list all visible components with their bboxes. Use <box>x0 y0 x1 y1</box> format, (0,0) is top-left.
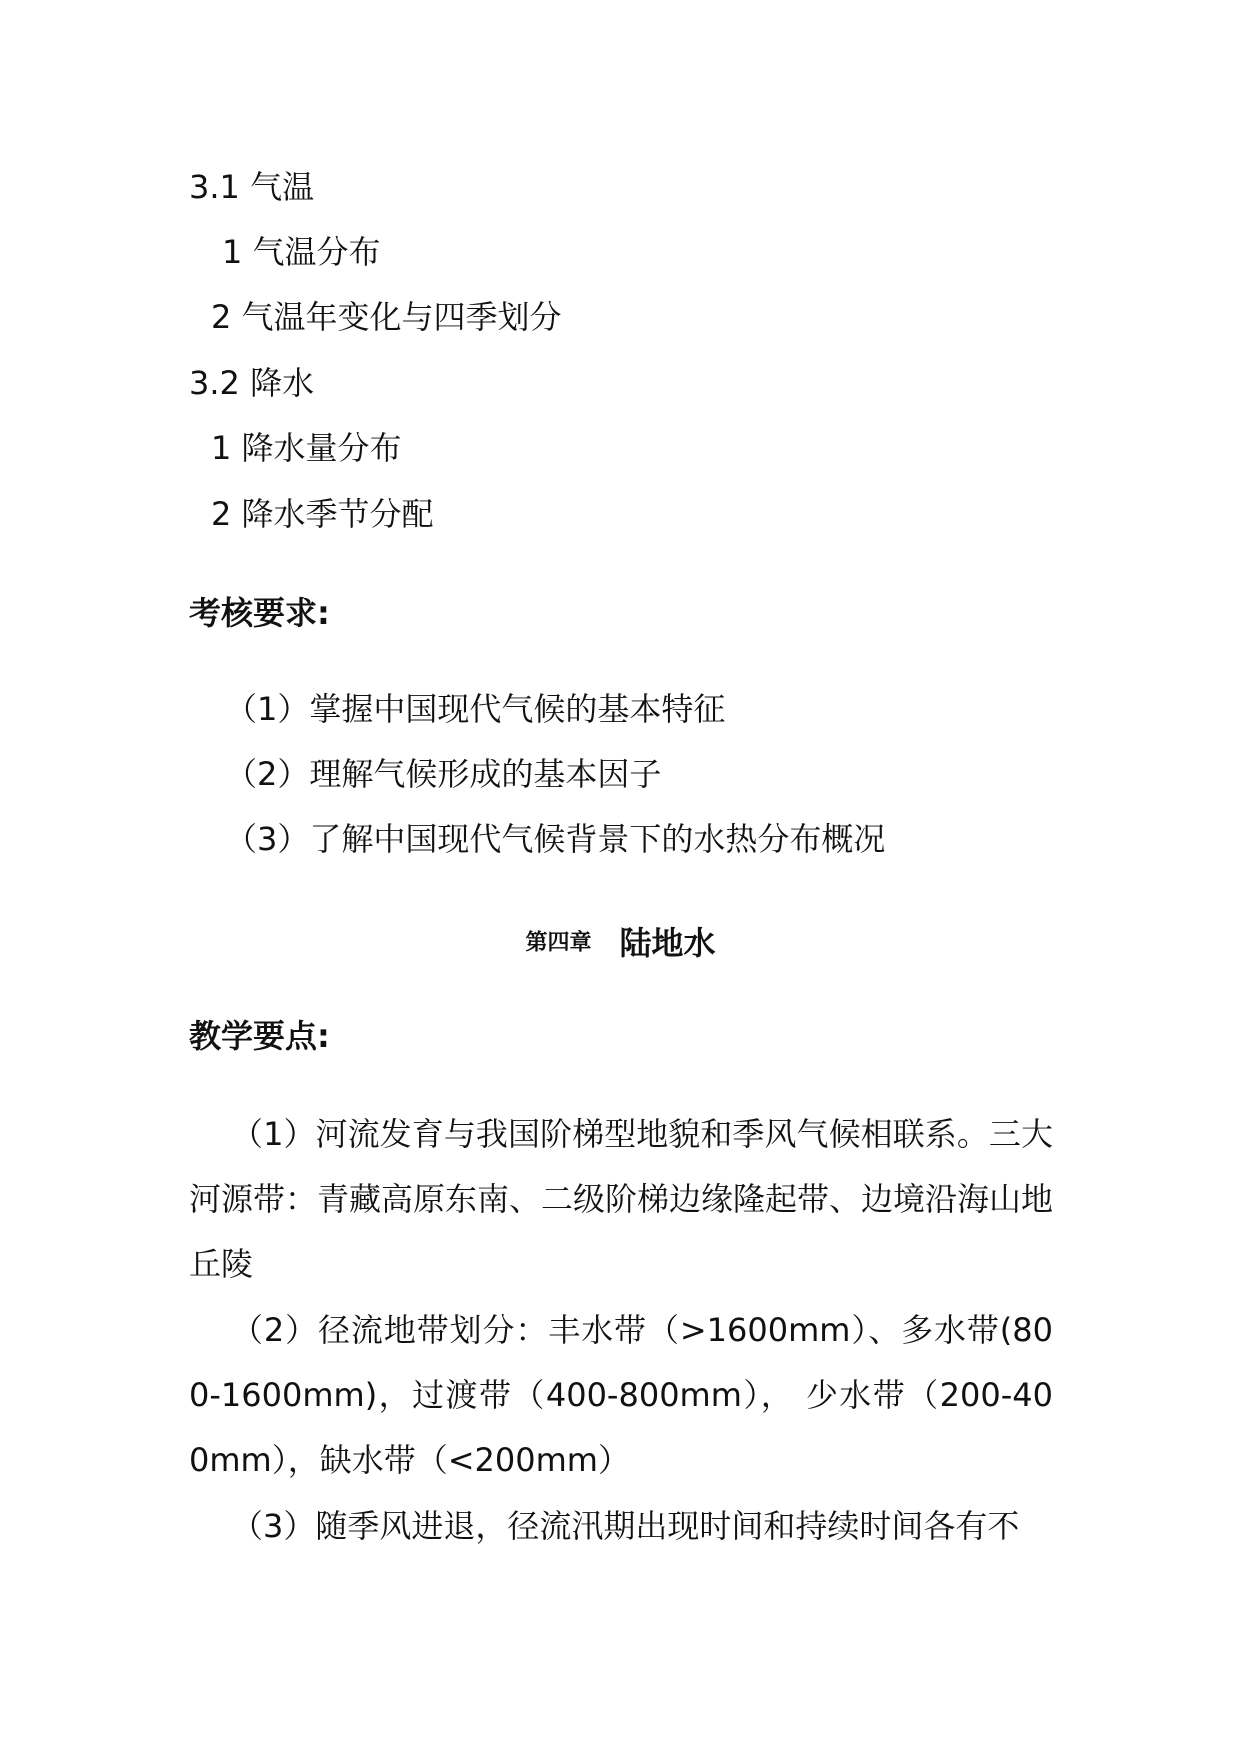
assessment-item: （3）了解中国现代气候背景下的水热分布概况 <box>225 820 886 858</box>
chapter-heading <box>0 918 1241 964</box>
outline-item-annual-temperature-change: 2 气温年变化与四季划分 <box>211 298 562 336</box>
outline-item-temperature-distribution: 1 气温分布 <box>222 233 381 271</box>
assessment-heading: 考核要求: <box>189 594 330 632</box>
teaching-heading: 教学要点: <box>189 1017 330 1055</box>
assessment-item: （2）理解气候形成的基本因子 <box>225 755 662 793</box>
chapter-title: 陆地水 <box>619 924 716 962</box>
assessment-item: （1）掌握中国现代气候的基本特征 <box>225 690 726 728</box>
teaching-paragraph: （1）河流发育与我国阶梯型地貌和季风气候相联系。三大河源带：青藏高原东南、二级阶梯边缘隆起带、边境沿海山地丘陵 <box>189 1115 1054 1283</box>
outline-item-precipitation-distribution: 1 降水量分布 <box>211 429 402 467</box>
teaching-paragraph: （2）径流地带划分：丰水带（>1600mm）、多水带(800-1600mm)，过渡带（400-800mm）， 少水带（200-400mm），缺水带（<200mm） <box>189 1311 1053 1479</box>
outline-item-precipitation-seasonal: 2 降水季节分配 <box>211 495 434 533</box>
teaching-paragraph: （3）随季风进退，径流汛期出现时间和持续时间各有不 <box>231 1507 1020 1545</box>
chapter-number: 第四章 <box>525 930 592 956</box>
section-heading-3-1: 3.1 气温 <box>189 168 315 206</box>
section-heading-3-2: 3.2 降水 <box>189 364 315 402</box>
